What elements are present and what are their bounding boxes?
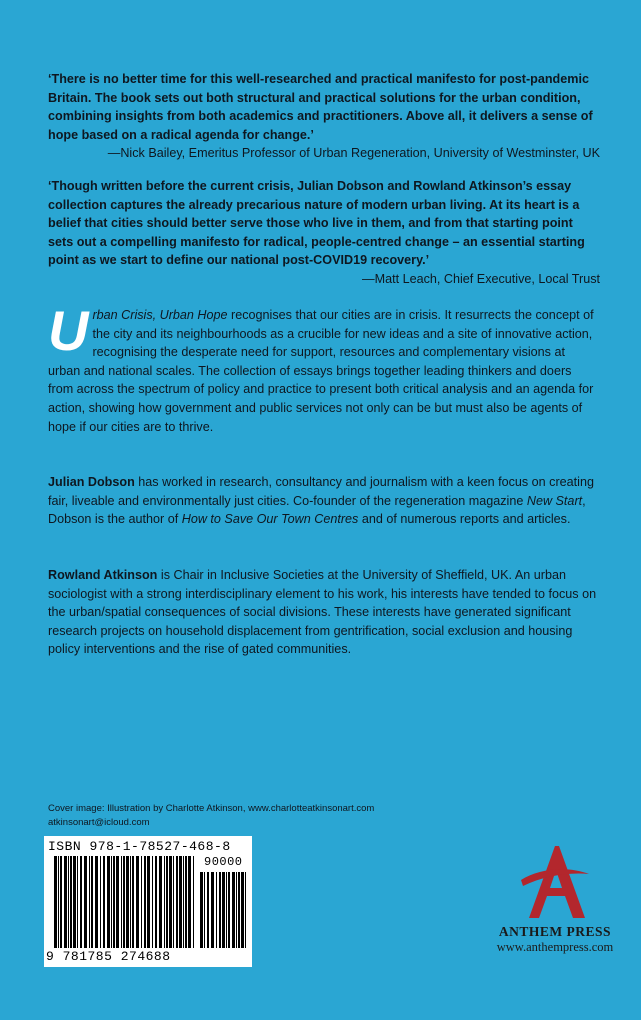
barcode-bar: [159, 856, 162, 948]
barcode-bars: [54, 856, 196, 948]
quote-text: ‘There is no better time for this well-researched and practical manifesto for post-pandemic Britain. The book sets out both structural and practical solutions for the urban condition, combining insights from both academics and practitioners. Above all, it delivers a sense of hope based on a radical agenda for change.’: [48, 72, 593, 142]
publisher-name: ANTHEM PRESS: [498, 924, 612, 939]
credit-line: Cover image: Illustration by Charlotte Atkinson, www.charlotteatkinsonart.com: [48, 803, 375, 814]
barcode-bar: [68, 856, 69, 948]
barcode-bar: [222, 872, 225, 948]
book-title: rban Crisis, Urban Hope: [92, 308, 228, 322]
barcode-bar: [70, 856, 72, 948]
price-barcode-bars: [200, 872, 248, 948]
barcode-bar: [116, 856, 119, 948]
description-text: recognises that our cities are in crisis. It resurrects the concept of the city and its neighbourhoods as a crucible for new ideas and a site of innovative action, recognising the desperate need for support, resources and complementary visions at urban and national scales. The collection of essays brings together leading thinkers and doers from across the spectrum of policy and practice to present both critical analysis and an agenda for action, showing how government and public services not only can be but must also be agents of hope if our cities are to thrive.: [48, 308, 594, 434]
barcode-bar: [169, 856, 172, 948]
barcode-bar: [236, 872, 237, 948]
barcode-bar: [185, 856, 187, 948]
barcode-bar: [183, 856, 184, 948]
barcode-bar: [132, 856, 134, 948]
barcode-bar: [107, 856, 110, 948]
author-name: Rowland Atkinson: [48, 568, 158, 582]
endorsement-quote-1: [48, 70, 600, 163]
drop-cap: U: [48, 299, 89, 362]
barcode-bar: [152, 856, 153, 948]
barcode-bar: [54, 856, 57, 948]
barcode-bar: [95, 856, 98, 948]
barcode-bar: [111, 856, 112, 948]
barcode-bar: [219, 872, 221, 948]
barcode-bar: [58, 856, 59, 948]
quote-attribution: —Nick Bailey, Emeritus Professor of Urban Regeneration, University of Westminster, UK: [107, 146, 600, 161]
barcode-bar: [136, 856, 139, 948]
barcode-bar: [245, 872, 246, 948]
author-bio-dobson: [48, 473, 600, 529]
author-name: Julian Dobson: [48, 475, 135, 489]
bio-text: is Chair in Inclusive Societies at the University of Sheffield, UK. An urban sociologist with a strong interdisciplinary element to his work, his interests have tended to focus on the urban/spatial consequences of social divisions. These interests have generated significant research projects on household displacement from gentrification, social exclusion and housing policy interventions and the rise of gated communities.: [48, 568, 597, 657]
publisher-url: www.anthempress.com: [496, 940, 614, 954]
barcode-bar: [241, 872, 244, 948]
quote-attribution: —Matt Leach, Chief Executive, Local Trust: [362, 271, 600, 286]
barcode-bar: [80, 856, 82, 948]
book-title: How to Save Our Town Centres: [181, 512, 359, 527]
quote-text: ‘Though written before the current crisis, Julian Dobson and Rowland Atkinson’s essay collection captures the already precarious nature of modern urban living. At its heart is a belief that cities should better serve those who live in them, and from that starting point sets out a compelling manifesto for radical, people-centred change – an essential starting point as we start to define our national post-COVID19 recovery.’: [48, 179, 585, 268]
barcode-bar: [130, 856, 131, 948]
barcode-bar: [193, 856, 194, 948]
barcode-bar: [166, 856, 168, 948]
cover-credit: [48, 802, 374, 830]
author-bio-atkinson: [48, 566, 600, 659]
barcode-bar: [228, 872, 230, 948]
barcode-bar: [226, 872, 227, 948]
barcode-bar: [207, 872, 209, 948]
barcode-bar: [84, 856, 87, 948]
anthem-a-icon: [519, 840, 591, 922]
barcode-bar: [100, 856, 101, 948]
barcode-bar: [173, 856, 174, 948]
barcode-bar: [179, 856, 182, 948]
publisher-logo: [490, 840, 620, 965]
barcode-bar: [211, 872, 214, 948]
barcode-bar: [144, 856, 146, 948]
barcode-bar: [103, 856, 105, 948]
barcode-digits: 9 781785 274688: [46, 949, 171, 964]
book-description: [48, 299, 600, 436]
barcode-bar: [89, 856, 90, 948]
magazine-title: New Start: [526, 493, 583, 508]
barcode-bar: [204, 872, 205, 948]
barcode-bar: [188, 856, 191, 948]
price-code: 90000: [204, 855, 243, 869]
barcode-bar: [123, 856, 125, 948]
barcode-bar: [238, 872, 240, 948]
barcode-bar: [91, 856, 93, 948]
isbn-barcode: [44, 836, 252, 967]
bio-text: , Dobson is the author of: [48, 493, 586, 527]
endorsement-quote-2: [48, 177, 600, 289]
barcode-bar: [155, 856, 157, 948]
barcode-bar: [126, 856, 129, 948]
barcode-bar: [121, 856, 122, 948]
barcode-bar: [73, 856, 76, 948]
barcode-bar: [216, 872, 217, 948]
barcode-bar: [77, 856, 78, 948]
barcode-bar: [164, 856, 165, 948]
barcode-bar: [147, 856, 150, 948]
bio-text: and of numerous reports and articles.: [358, 512, 571, 527]
credit-email: atkinsonart@icloud.com: [48, 817, 150, 828]
barcode-bar: [60, 856, 62, 948]
barcode-bar: [64, 856, 67, 948]
barcode-bar: [176, 856, 178, 948]
barcode-bar: [200, 872, 203, 948]
isbn-label: ISBN 978-1-78527-468-8: [48, 839, 231, 854]
barcode-bar: [113, 856, 115, 948]
barcode-bar: [232, 872, 235, 948]
bio-text: has worked in research, consultancy and journalism with a keen focus on creating fair, liveable and environmentally just cities. Co-founder of the regeneration magazine: [48, 475, 594, 508]
barcode-bar: [141, 856, 142, 948]
